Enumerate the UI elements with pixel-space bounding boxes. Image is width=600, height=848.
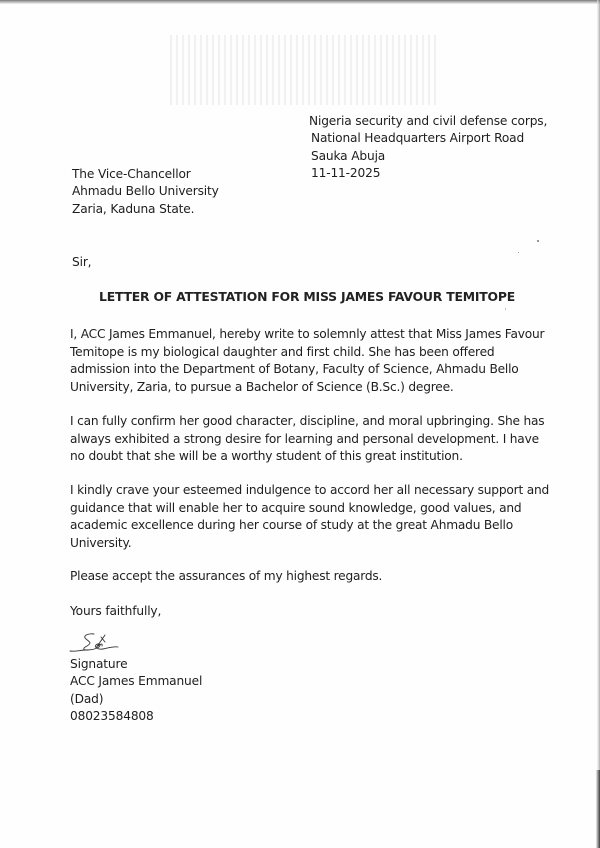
paragraph-line: academic excellence during her course of study at the great Ahmadu Bello [70, 518, 513, 533]
body-paragraph-regards [70, 568, 382, 586]
signatory-relation: (Dad) [70, 691, 104, 706]
scan-top-edge [0, 0, 600, 4]
paragraph-line: University, Zaria, to pursue a Bachelor of Science (B.Sc.) degree. [70, 379, 454, 394]
body-paragraph-request [70, 482, 549, 552]
sender-street: National Headquarters Airport Road [311, 131, 525, 146]
scan-speck [537, 240, 539, 242]
signatory-block [70, 656, 202, 726]
faint-watermark [170, 35, 440, 105]
letter-subject: LETTER OF ATTESTATION FOR MISS JAMES FAVOUR TEMITOPE [99, 289, 516, 304]
sender-city: Sauka Abuja [311, 148, 386, 163]
signatory-name: ACC James Emmanuel [70, 674, 203, 689]
paragraph-line: University. [70, 535, 132, 550]
paragraph-line: no doubt that she will be a worthy student of this great institution. [70, 449, 463, 464]
paragraph-line: Temitope is my biological daughter and first child. She has been offered [70, 344, 495, 359]
body-paragraph-character [70, 413, 544, 466]
paragraph-line: guidance that will enable her to acquire sound knowledge, good values, and [70, 500, 522, 515]
body-paragraph-attestation [70, 326, 544, 396]
scan-right-edge-shadow [596, 770, 600, 848]
recipient-address [72, 166, 219, 218]
sender-organization: Nigeria security and civil defense corps, [309, 114, 548, 128]
letter-date: 11-11-2025 [311, 166, 381, 181]
paragraph-line: I kindly crave your esteemed indulgence to accord her all necessary support and [70, 483, 550, 497]
signature-label: Signature [70, 657, 128, 671]
recipient-title: The Vice-Chancellor [72, 167, 191, 181]
recipient-institution: Ahmadu Bello University [72, 184, 219, 199]
scan-speck [518, 252, 519, 253]
salutation: Sir, [72, 255, 92, 269]
handwritten-signature-icon [68, 630, 124, 656]
paragraph-line: I, ACC James Emmanuel, hereby write to solemnly attest that Miss James Favour [70, 327, 545, 341]
recipient-location: Zaria, Kaduna State. [72, 201, 195, 216]
paragraph-line: admission into the Department of Botany, Faculty of Science, Ahmadu Bello [70, 362, 519, 377]
signatory-phone: 08023584808 [70, 709, 154, 724]
scan-speck [505, 308, 506, 310]
paragraph-line: Please accept the assurances of my highest regards. [70, 569, 383, 583]
sender-address [311, 113, 547, 183]
paragraph-line: always exhibited a strong desire for learning and personal development. I have [70, 431, 539, 446]
paragraph-line: I can fully confirm her good character, discipline, and moral upbringing. She has [70, 414, 545, 428]
complimentary-close: Yours faithfully, [70, 604, 162, 618]
